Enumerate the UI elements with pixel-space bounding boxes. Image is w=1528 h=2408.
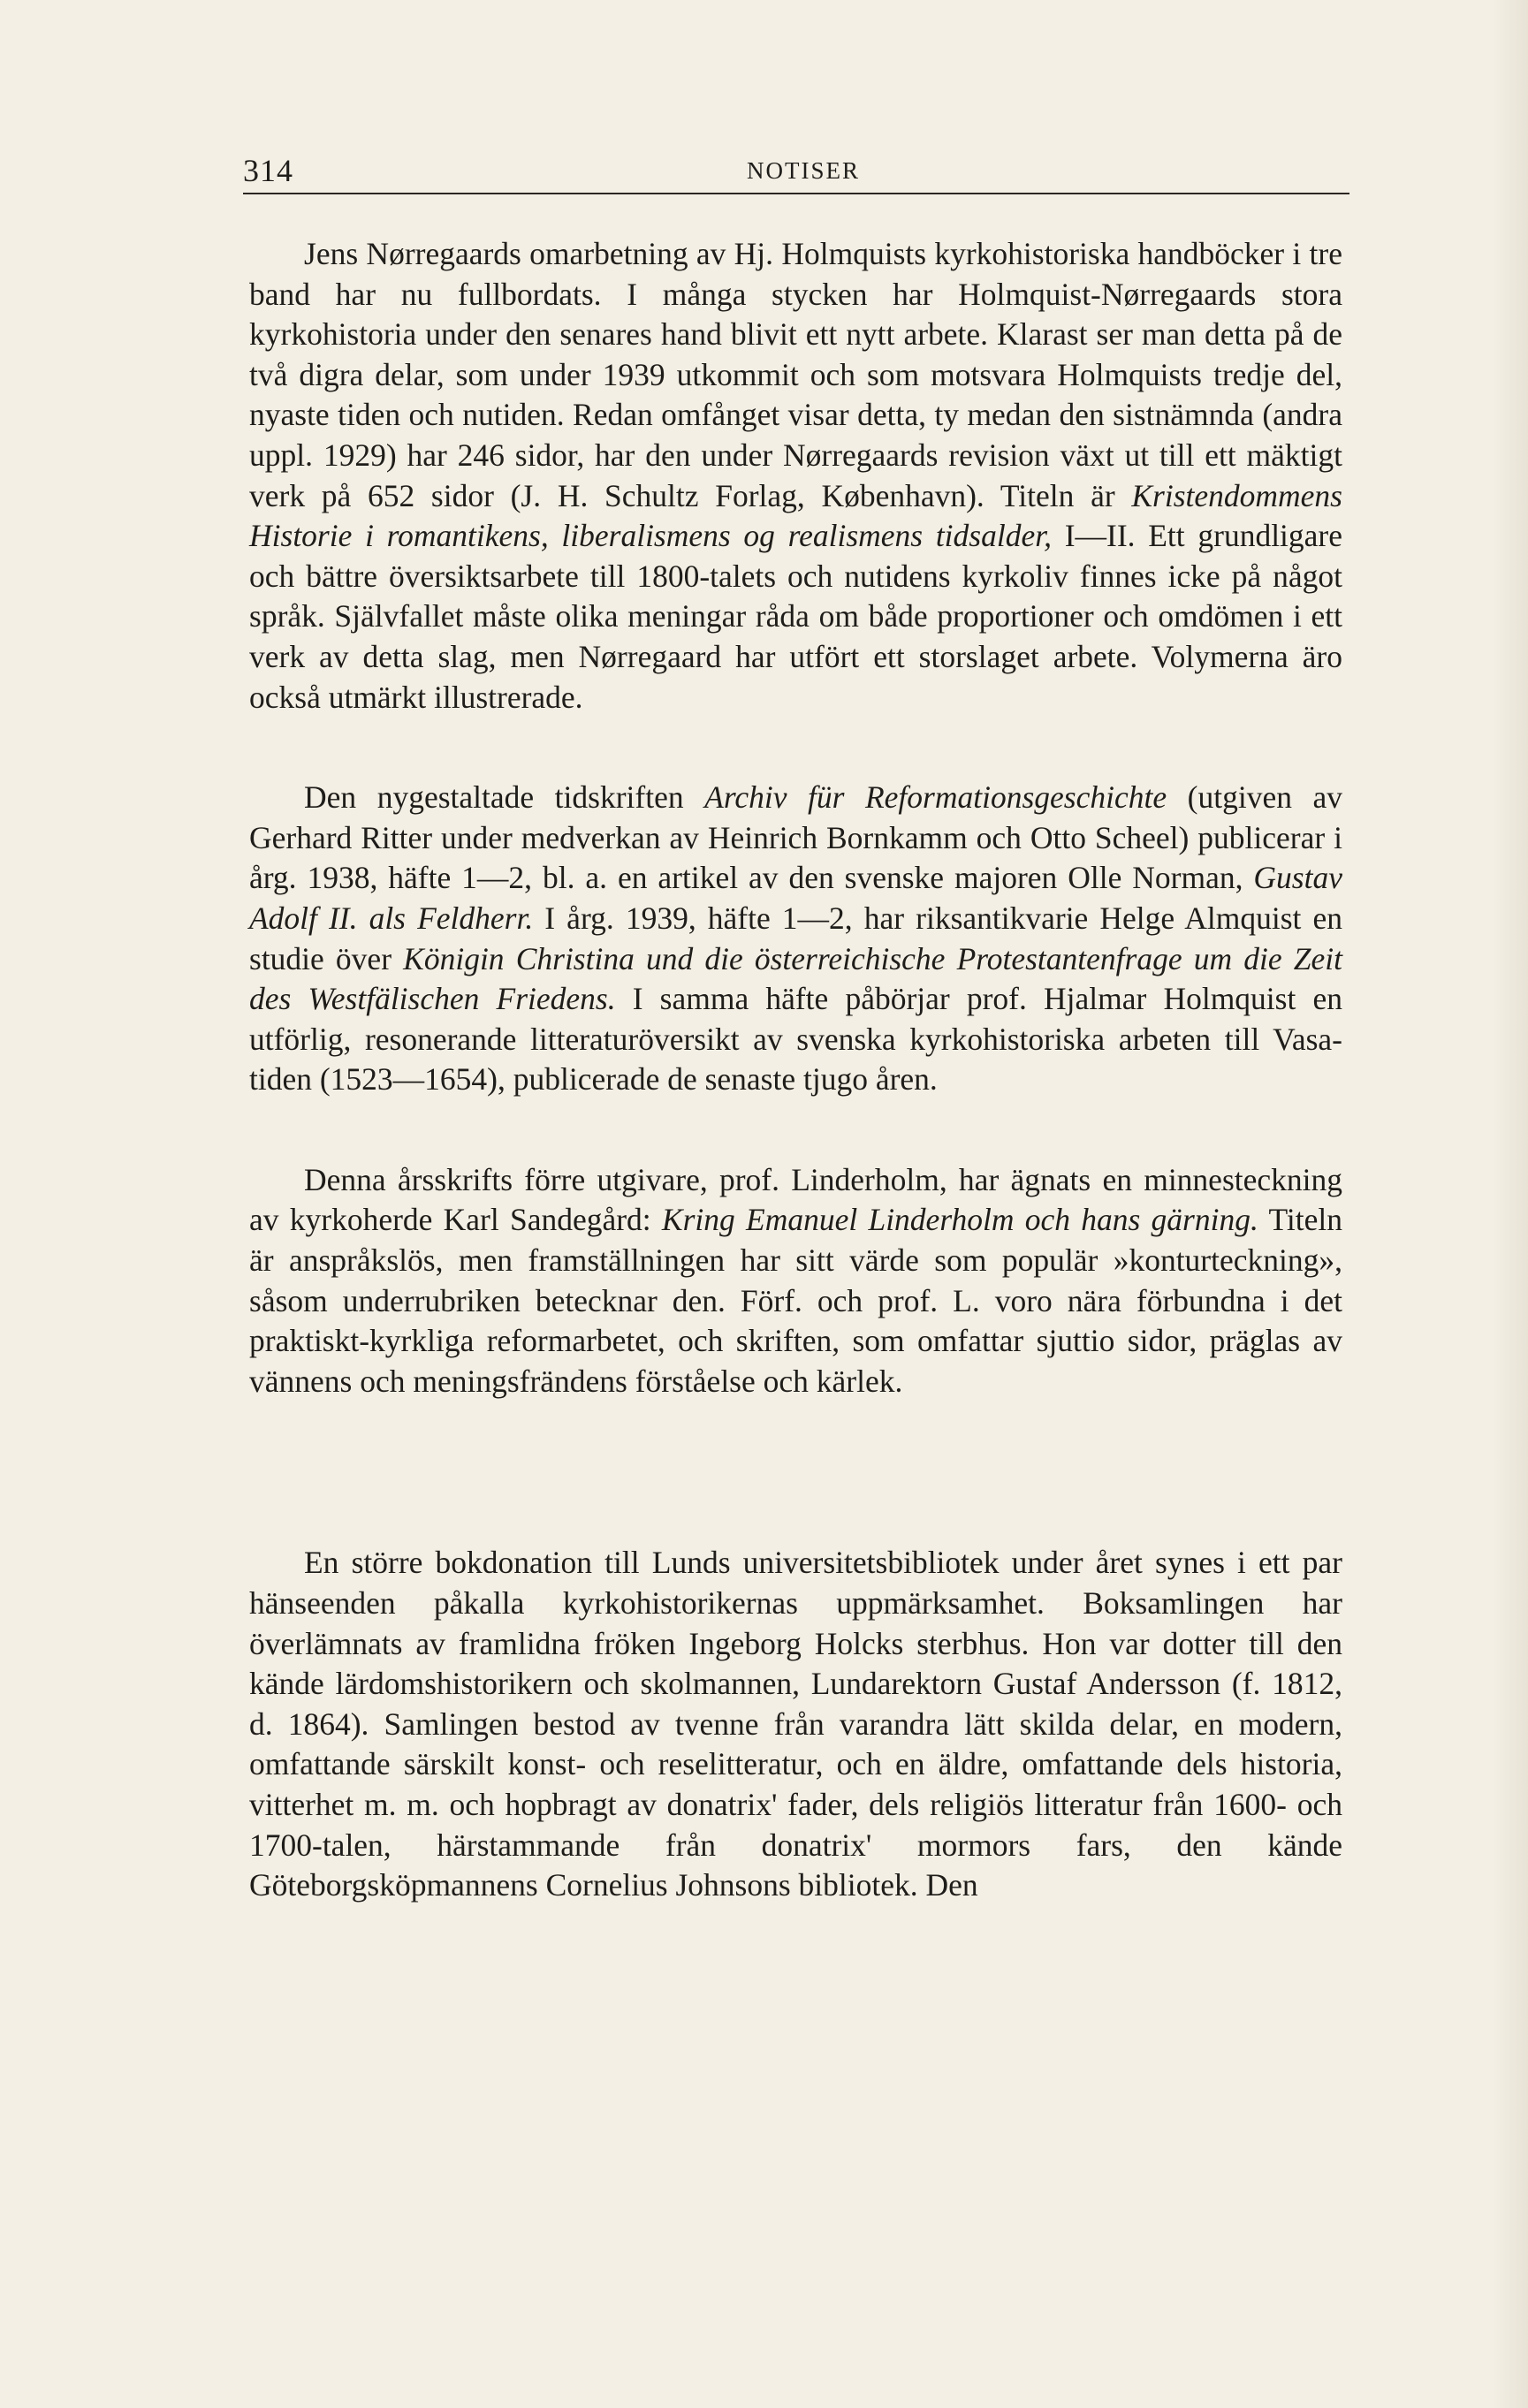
text-segment: Titeln är anspråkslös, men framställningen har sitt värde som populär »konturteckning», såsom underrubriken betecknar den. Förf. och prof. L. voro nära förbundna i det praktiskt-kyrkliga reformarbetet, och skriften, som omfattar sjuttio sidor, präglas av vännens och meningsfrändens förståelse och kärlek. <box>249 1202 1342 1399</box>
text-segment: En större bokdonation till Lunds universitetsbibliotek under året synes i ett par hänseenden påkalla kyrkohistorikernas uppmärksamhet. Boksamlingen har överlämnats av framlidna fröken Ingeborg Holcks sterbhus. Hon var dotter till den kände lärdomshistorikern och skolmannen, Lundarektorn Gustaf Andersson (f. 1812, d. 1864). Samlingen bestod av tvenne från varandra lätt skilda delar, en modern, omfattande särskilt konst- och reselitteratur, och en äldre, omfattande dels historia, vitterhet m. m. och hopbragt av donatrix' fader, dels religiös litteratur från 1600- och 1700-talen, härstammande från donatrix' mormors fars, den kände Göteborgsköpmannens Cornelius Johnsons bibliotek. Den <box>249 1545 1342 1903</box>
text-segment: I samma häfte påbörjar prof. Hjalmar Holmquist en utförlig, resonerande litteraturöversikt av svenska kyrkohistoriska arbeten till Vasa-tiden (1523—1654), publicerade de senaste tjugo åren. <box>249 981 1342 1098</box>
paragraph-bokdonation <box>249 1543 1342 1905</box>
study-title-italic: Königin Christina und die österreichische Protestantenfrage um die Zeit des Westfälischen Friedens. <box>249 940 1342 1017</box>
text-segment: I årg. 1939, häfte 1—2, har riksantikvarie Helge Almquist en studie över <box>249 900 1342 976</box>
text-segment: Den nygestaltade tidskriften <box>304 779 705 816</box>
article-title-italic: Gustav Adolf II. als Feldherr. <box>249 860 1342 936</box>
page-number: 314 <box>243 153 293 188</box>
paragraph-archiv <box>249 778 1342 1100</box>
running-head <box>243 152 1349 194</box>
paragraph-linderholm <box>249 1160 1342 1402</box>
text-segment: I—II. Ett grundligare och bättre översiktsarbete till 1800-talets och nutidens kyrkoliv finnes icke på något språk. Självfallet måste olika meningar råda om både proportioner och omdömen i ett verk av detta slag, men Nørregaard har utfört ett storslaget arbete. Volymerna äro också utmärkt illustrerade. <box>249 518 1342 715</box>
body-text <box>249 234 1342 1906</box>
text-segment: Jens Nørregaards omarbetning av Hj. Holmquists kyrkohistoriska handböcker i tre band har nu fullbordats. I många stycken har Holmquist-Nørregaards stora kyrkohistoria under den senares hand blivit ett nytt arbete. Klarast ser man detta på de två digra delar, som under 1939 utkommit och som motsvara Holmquists tredje del, nyaste tiden och nutiden. Redan omfånget visar detta, ty medan den sistnämnda (andra uppl. 1929) har 246 sidor, har den under Nørregaards revision växt ut till ett mäktigt verk på 652 sidor (J. H. Schultz Forlag, København). Titeln är <box>249 236 1342 513</box>
biography-title-italic: Kring Emanuel Linderholm och hans gärning. <box>661 1202 1258 1238</box>
page-edge-shade <box>1493 0 1528 2408</box>
book-title-italic: Kristendommens Historie i romantikens, liberalismens og realismens tidsalder, <box>249 477 1342 554</box>
text-segment: (utgiven av Gerhard Ritter under medverkan av Heinrich Bornkamm och Otto Scheel) publicerar i årg. 1938, häfte 1—2, bl. a. en artikel av den svenske majoren Olle Norman, <box>249 779 1342 896</box>
text-segment: Denna årsskrifts förre utgivare, prof. Linderholm, har ägnats en minnesteckning av kyrkoherde Karl Sandegård: <box>249 1161 1342 1238</box>
running-title: NOTISER <box>747 157 860 184</box>
paragraph-norregaard <box>249 234 1342 718</box>
journal-title-italic: Archiv für Reformationsgeschichte <box>704 779 1167 816</box>
